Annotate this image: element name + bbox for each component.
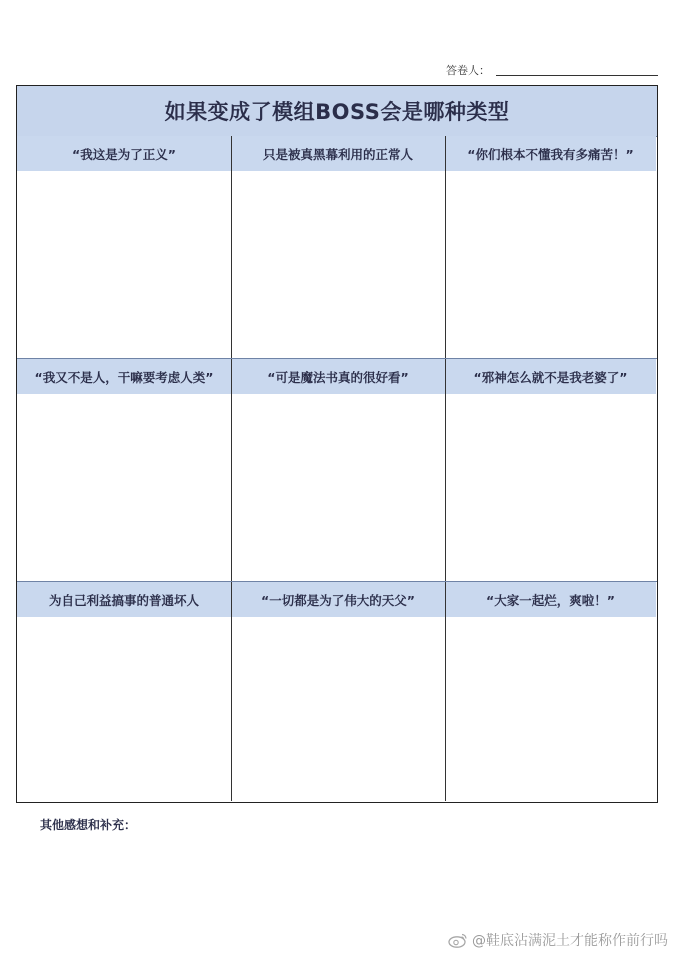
grid-cell [445, 136, 656, 358]
cell-answer-area[interactable] [231, 394, 445, 581]
cell-answer-area[interactable] [231, 617, 445, 801]
cell-heading: 为自己利益搞事的普通坏人 [17, 582, 231, 618]
cell-heading: “我这是为了正义” [17, 136, 231, 172]
grid-cell [445, 359, 656, 581]
watermark [448, 930, 668, 950]
cell-answer-area[interactable] [17, 171, 231, 358]
watermark-text: @鞋底沾满泥土才能称作前行吗 [472, 933, 668, 949]
cell-heading: 只是被真黑幕利用的正常人 [231, 136, 445, 172]
cell-heading: “我又不是人，干嘛要考虑人类” [17, 359, 231, 395]
grid-divider [17, 358, 657, 359]
answer-grid [17, 136, 657, 801]
respondent-label: 答卷人： [446, 64, 490, 77]
cell-answer-area[interactable] [445, 171, 656, 358]
grid-divider [445, 136, 446, 801]
cell-heading: “邪神怎么就不是我老婆了” [445, 359, 656, 395]
cell-answer-area[interactable] [231, 171, 445, 358]
grid-cell [231, 136, 445, 358]
grid-cell [445, 582, 656, 801]
respondent-field [446, 62, 658, 78]
grid-cell [231, 582, 445, 801]
weibo-icon [448, 932, 468, 948]
grid-cell [17, 136, 231, 358]
sheet-title: 如果变成了模组BOSS会是哪种类型 [17, 86, 657, 137]
respondent-blank-line[interactable] [496, 75, 658, 76]
grid-divider [231, 136, 232, 801]
grid-divider [17, 581, 657, 582]
survey-sheet [16, 85, 658, 803]
cell-answer-area[interactable] [445, 617, 656, 801]
grid-cell [17, 582, 231, 801]
cell-heading: “你们根本不懂我有多痛苦！” [445, 136, 656, 172]
cell-heading: “可是魔法书真的很好看” [231, 359, 445, 395]
cell-heading: “一切都是为了伟大的天父” [231, 582, 445, 618]
cell-answer-area[interactable] [17, 394, 231, 581]
cell-answer-area[interactable] [445, 394, 656, 581]
cell-heading: “大家一起烂，爽啦！” [445, 582, 656, 618]
grid-cell [231, 359, 445, 581]
extra-comments-label: 其他感想和补充： [40, 818, 137, 832]
cell-answer-area[interactable] [17, 617, 231, 801]
grid-cell [17, 359, 231, 581]
